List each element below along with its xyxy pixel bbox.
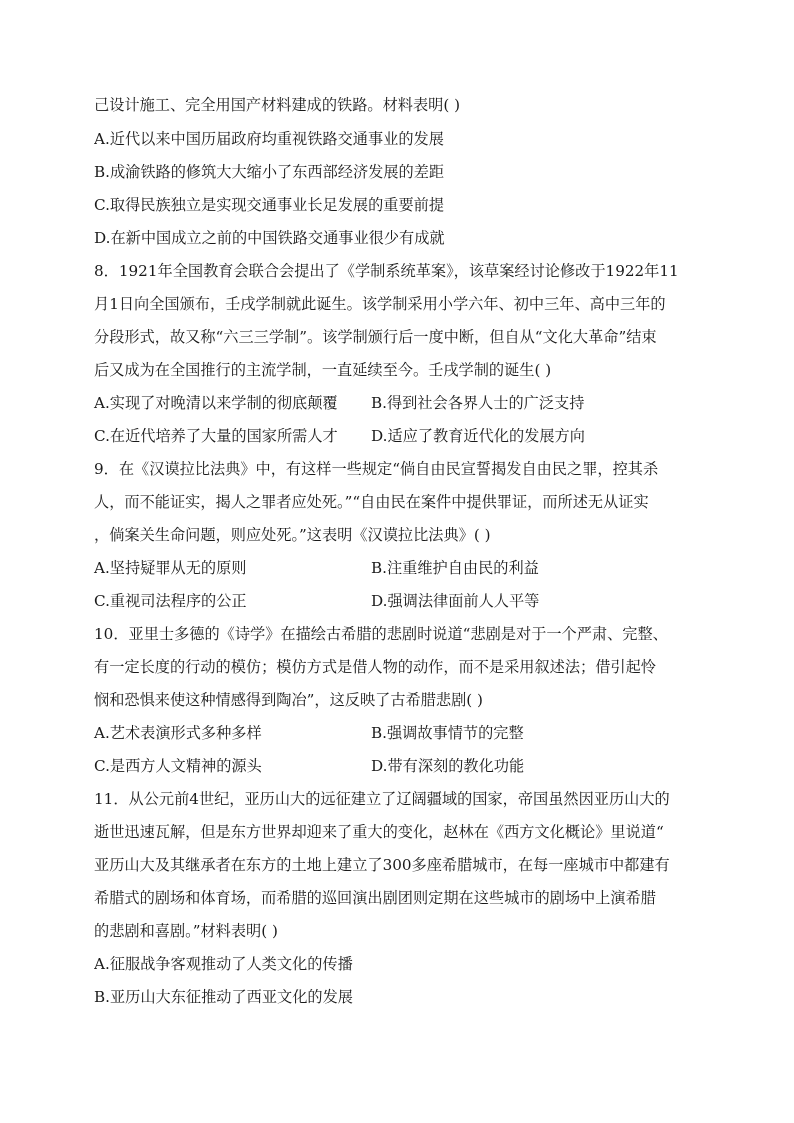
q7-option-b[interactable]: B.成渝铁路的修筑大大缩小了东西部经济发展的差距 [94, 163, 445, 181]
q8-options-row-2 [94, 424, 704, 448]
q8-option-c[interactable]: C.在近代培养了大量的国家所需人才 [94, 427, 338, 445]
q10-options-row-2 [94, 754, 704, 778]
q9-stem-line: 人，而不能证实，揭人之罪者应处死。”“自由民在案件中提供罪证，而所述无从证实 [94, 493, 649, 511]
q9-stem-line: ，倘案关生命问题，则应处死。”这表明《汉谟拉比法典》( ) [94, 526, 491, 544]
q8-option-b[interactable]: B.得到社会各界人士的广泛支持 [371, 394, 585, 412]
q10-stem-line: 10．亚里士多德的《诗学》在描绘古希腊的悲剧时说道“悲剧是对于一个严肃、完整、 [94, 625, 668, 643]
q7-option-d[interactable]: D.在新中国成立之前的中国铁路交通事业很少有成就 [94, 229, 445, 247]
q10-stem-line: 悯和恐惧来使这种情感得到陶冶”，这反映了古希腊悲剧( ) [94, 691, 483, 709]
q9-option-d[interactable]: D.强调法律面前人人平等 [371, 592, 540, 610]
q10-option-b[interactable]: B.强调故事情节的完整 [371, 724, 524, 742]
q10-option-d[interactable]: D.带有深刻的教化功能 [371, 757, 525, 775]
q9-stem-line: 9．在《汉谟拉比法典》中，有这样一些规定“倘自由民宣誓揭发自由民之罪，控其杀 [94, 460, 659, 478]
q8-option-a[interactable]: A.实现了对晚清以来学制的彻底颠覆 [94, 394, 338, 412]
q7-option-c[interactable]: C.取得民族独立是实现交通事业长足发展的重要前提 [94, 196, 445, 214]
q8-stem-line: 月1日向全国颁布，壬戌学制就此诞生。该学制采用小学六年、初中三年、高中三年的 [94, 295, 666, 313]
q10-option-c[interactable]: C.是西方人文精神的源头 [94, 757, 262, 775]
q8-options-row-1 [94, 391, 704, 415]
q8-stem-line: 8．1921年全国教育会联合会提出了《学制系统革案》，该草案经讨论修改于1922年11 [94, 262, 679, 280]
q11-stem-line: 逝世迅速瓦解，但是东方世界却迎来了重大的变化，赵林在《西方文化概论》里说道“ [94, 823, 664, 841]
q9-options-row-2 [94, 589, 704, 613]
q10-stem-line: 有一定长度的行动的模仿；模仿方式是借人物的动作，而不是采用叙述法；借引起怜 [94, 658, 656, 676]
q8-stem-line: 后又成为在全国推行的主流学制，一直延续至今。壬戌学制的诞生( ) [94, 361, 552, 379]
q9-option-c[interactable]: C.重视司法程序的公正 [94, 592, 247, 610]
q7-option-a[interactable]: A.近代以来中国历届政府均重视铁路交通事业的发展 [94, 130, 444, 148]
q11-option-a[interactable]: A.征服战争客观推动了人类文化的传播 [94, 955, 353, 973]
q11-stem-line: 希腊式的剧场和体育场，而希腊的巡回演出剧团则定期在这些城市的剧场中上演希腊 [94, 889, 656, 907]
q10-options-row-1 [94, 721, 704, 745]
q8-stem-line: 分段形式，故又称“六三三学制”。该学制颁行后一度中断，但自从“文化大革命”结束 [94, 328, 657, 346]
q7-stem-tail: 己设计施工、完全用国产材料建成的铁路。材料表明( ) [94, 96, 460, 114]
q9-option-b[interactable]: B.注重维护自由民的利益 [371, 559, 539, 577]
q11-stem-line: 11．从公元前4世纪，亚历山大的远征建立了辽阔疆域的国家，帝国虽然因亚历山大的 [94, 790, 670, 808]
q11-option-b[interactable]: B.亚历山大东征推动了西亚文化的发展 [94, 988, 353, 1006]
q9-options-row-1 [94, 556, 704, 580]
q11-stem-line: 亚历山大及其继承者在东方的土地上建立了300多座希腊城市，在每一座城市中都建有 [94, 856, 670, 874]
q9-option-a[interactable]: A.坚持疑罪从无的原则 [94, 559, 247, 577]
q8-option-d[interactable]: D.适应了教育近代化的发展方向 [371, 427, 585, 445]
q11-stem-line: 的悲剧和喜剧。”材料表明( ) [94, 922, 278, 940]
q10-option-a[interactable]: A.艺术表演形式多种多样 [94, 724, 262, 742]
